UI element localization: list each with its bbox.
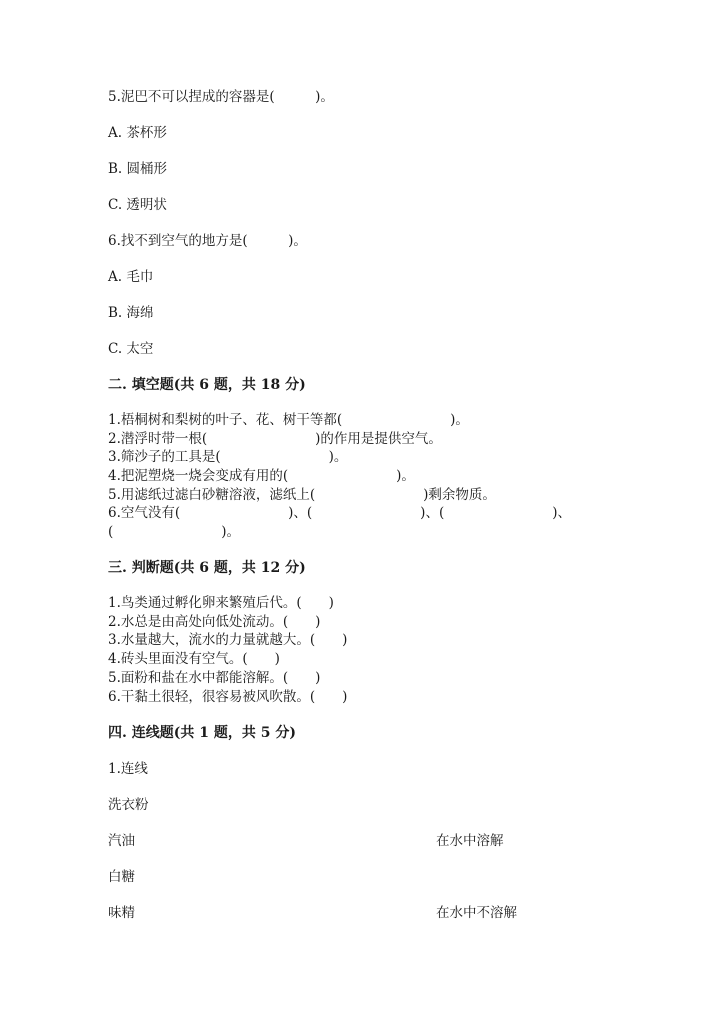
fill-item-6: 6.空气没有( )、( )、( )、 — [108, 505, 571, 521]
judge-item-3: 3.水量越大，流水的力量就越大。( ) — [108, 632, 348, 648]
question-6-option-c: C. 太空 — [108, 341, 154, 357]
question-5-option-b: B. 圆桶形 — [108, 161, 168, 177]
judge-item-1: 1.鸟类通过孵化卵来繁殖后代。( ) — [108, 595, 334, 611]
fill-item-3: 3.筛沙子的工具是( )。 — [108, 449, 348, 465]
match-question: 1.连线 — [108, 761, 148, 777]
match-left-item-3: 白糖 — [108, 869, 135, 885]
question-5-option-a: A. 茶杯形 — [108, 125, 167, 141]
question-5-stem: 5.泥巴不可以捏成的容器是( )。 — [108, 89, 334, 105]
match-right-item-1: 在水中溶解 — [436, 833, 504, 849]
match-right-item-2: 在水中不溶解 — [436, 905, 517, 921]
judge-item-2: 2.水总是由高处向低处流动。( ) — [108, 614, 321, 630]
fill-item-1: 1.梧桐树和梨树的叶子、花、树干等都( )。 — [108, 412, 469, 428]
question-6-option-b: B. 海绵 — [108, 305, 154, 321]
fill-item-4: 4.把泥塑烧一烧会变成有用的( )。 — [108, 468, 415, 484]
section-2-title: 二. 填空题(共 6 题，共 18 分) — [108, 377, 306, 393]
judge-item-6: 6.干黏土很轻，很容易被风吹散。( ) — [108, 689, 348, 705]
section-4-title: 四. 连线题(共 1 题，共 5 分) — [108, 725, 296, 741]
question-5-option-c: C. 透明状 — [108, 197, 167, 213]
question-6-stem: 6.找不到空气的地方是( )。 — [108, 233, 307, 249]
section-3-title: 三. 判断题(共 6 题，共 12 分) — [108, 560, 306, 576]
match-left-item-4: 味精 — [108, 905, 135, 921]
judge-item-5: 5.面粉和盐在水中都能溶解。( ) — [108, 670, 321, 686]
fill-item-2: 2.潜浮时带一根( )的作用是提供空气。 — [108, 431, 442, 447]
match-left-item-2: 汽油 — [108, 833, 135, 849]
fill-item-6-continued: ( )。 — [108, 524, 241, 540]
match-left-item-1: 洗衣粉 — [108, 797, 149, 813]
question-6-option-a: A. 毛巾 — [108, 269, 154, 285]
judge-item-4: 4.砖头里面没有空气。( ) — [108, 651, 280, 667]
fill-item-5: 5.用滤纸过滤白砂糖溶液，滤纸上( )剩余物质。 — [108, 487, 496, 503]
